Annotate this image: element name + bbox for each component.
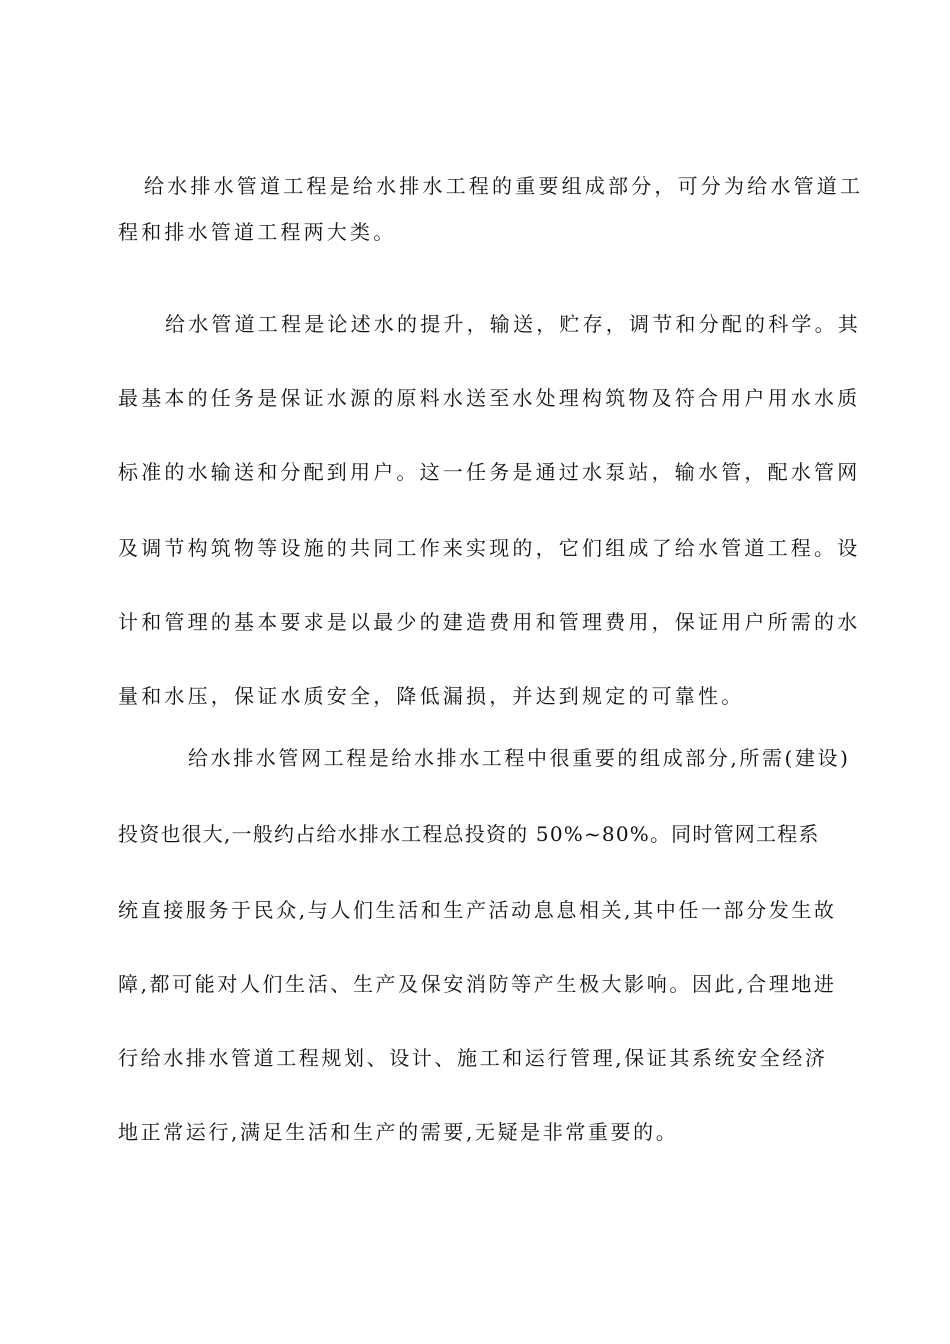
paragraph-line: 给水排水管道工程是给水排水工程的重要组成部分，可分为给水管道工 [144, 174, 864, 198]
paragraph-line: 给水管道工程是论述水的提升，输送，贮存，调节和分配的科学。其 [165, 312, 861, 336]
paragraph-line: 及调节构筑物等设施的共同工作来实现的，它们组成了给水管道工程。设 [118, 536, 861, 560]
paragraph-line: 程和排水管道工程两大类。 [118, 220, 397, 244]
paragraph-line: 统直接服务于民众,与人们生活和生产活动息息相关,其中任一部分发生故 [118, 898, 837, 922]
paragraph-line: 量和水压，保证水质安全，降低漏损，并达到规定的可靠性。 [118, 684, 745, 708]
paragraph-line: 行给水排水管道工程规划、设计、施工和运行管理,保证其系统安全经济 [118, 1046, 828, 1070]
paragraph-line: 最基本的任务是保证水源的原料水送至水处理构筑物及符合用户用水水质 [118, 386, 861, 410]
paragraph-line: 计和管理的基本要求是以最少的建造费用和管理费用，保证用户所需的水 [118, 610, 861, 634]
paragraph-line: 障,都可能对人们生活、生产及保安消防等产生极大影响。因此,合理地进 [118, 972, 837, 996]
paragraph-line: 地正常运行,满足生活和生产的需要,无疑是非常重要的。 [118, 1120, 679, 1144]
paragraph-line: 给水排水管网工程是给水排水工程中很重要的组成部分,所需(建设) [188, 746, 851, 770]
paragraph-line: 投资也很大,一般约占给水排水工程总投资的 50%~80%。同时管网工程系 [118, 822, 820, 846]
paragraph-line: 标准的水输送和分配到用户。这一任务是通过水泵站，输水管，配水管网 [118, 460, 861, 484]
